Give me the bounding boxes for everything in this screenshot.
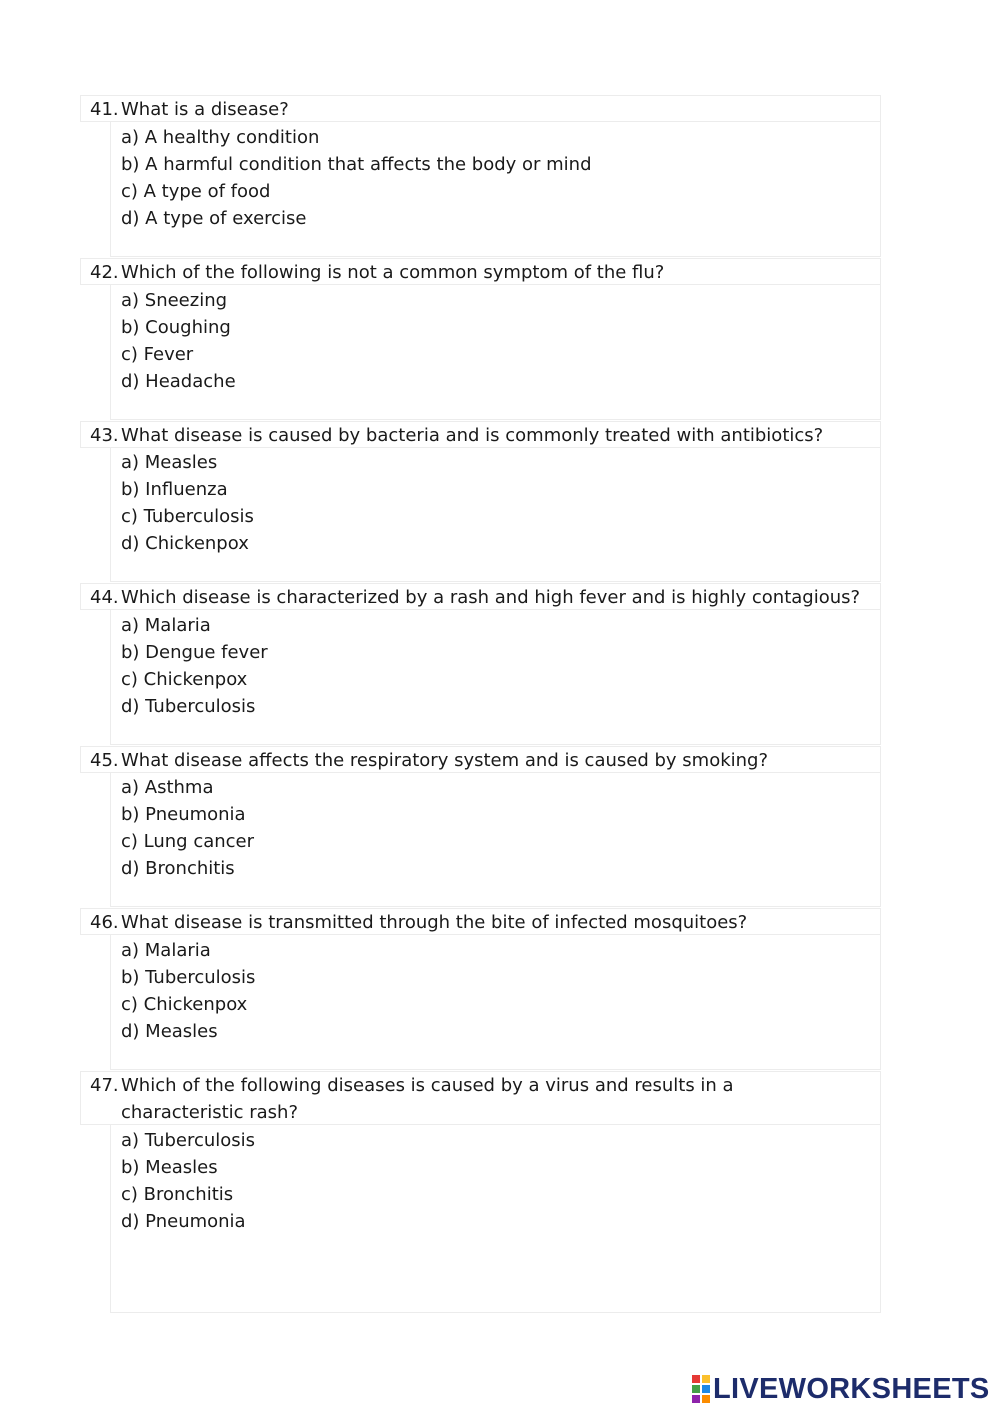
liveworksheets-logo[interactable] [692,1374,990,1404]
question-number: 44. [90,587,119,608]
question-text: Which of the following diseases is caused by a virus and results in a characteristic rash? [121,1075,734,1123]
question-text: What disease is caused by bacteria and is commonly treated with antibiotics? [121,425,824,446]
question-text: What disease affects the respiratory system and is caused by smoking? [121,750,769,771]
answer-option[interactable]: d) Measles [121,1021,218,1042]
question-number: 46. [90,912,119,933]
answer-option[interactable]: d) Bronchitis [121,858,235,879]
answer-option[interactable]: d) Chickenpox [121,533,249,554]
question-number: 45. [90,750,119,771]
answer-option[interactable]: c) A type of food [121,181,271,202]
answer-option[interactable]: a) Sneezing [121,290,228,311]
question-text: Which disease is characterized by a rash and high fever and is highly contagious? [121,587,861,608]
answer-option[interactable]: b) Coughing [121,317,231,338]
answer-option[interactable]: d) Headache [121,371,236,392]
answer-option[interactable]: b) Influenza [121,479,228,500]
answer-option[interactable]: c) Tuberculosis [121,506,254,527]
question-text: What disease is transmitted through the bite of infected mosquitoes? [121,912,748,933]
answer-option[interactable]: c) Lung cancer [121,831,255,852]
answer-option[interactable]: b) Dengue fever [121,642,268,663]
question-text: Which of the following is not a common symptom of the flu? [121,262,665,283]
question-number: 42. [90,262,119,283]
answer-option[interactable]: a) Tuberculosis [121,1130,256,1151]
answer-option[interactable]: a) Asthma [121,777,214,798]
answer-option[interactable]: c) Bronchitis [121,1184,234,1205]
answer-option[interactable]: b) Measles [121,1157,218,1178]
liveworksheets-logo-icon [692,1375,710,1403]
answer-option[interactable]: d) Tuberculosis [121,696,256,717]
answer-option[interactable]: a) Malaria [121,940,211,961]
question-number: 41. [90,99,119,120]
answer-option[interactable]: a) A healthy condition [121,127,320,148]
question-text: What is a disease? [121,99,289,120]
answer-option[interactable]: c) Chickenpox [121,669,248,690]
question-number: 43. [90,425,119,446]
answer-option[interactable]: c) Fever [121,344,194,365]
answer-option[interactable]: a) Malaria [121,615,211,636]
answer-option[interactable]: b) Pneumonia [121,804,246,825]
answer-option[interactable]: a) Measles [121,452,218,473]
question-number: 47. [90,1075,119,1096]
answer-option[interactable]: d) A type of exercise [121,208,307,229]
answer-option[interactable]: b) A harmful condition that affects the body or mind [121,154,592,175]
answer-option[interactable]: b) Tuberculosis [121,967,256,988]
answer-option[interactable]: c) Chickenpox [121,994,248,1015]
logo-text: LIVEWORKSHEETS [713,1373,990,1405]
answer-option[interactable]: d) Pneumonia [121,1211,246,1232]
